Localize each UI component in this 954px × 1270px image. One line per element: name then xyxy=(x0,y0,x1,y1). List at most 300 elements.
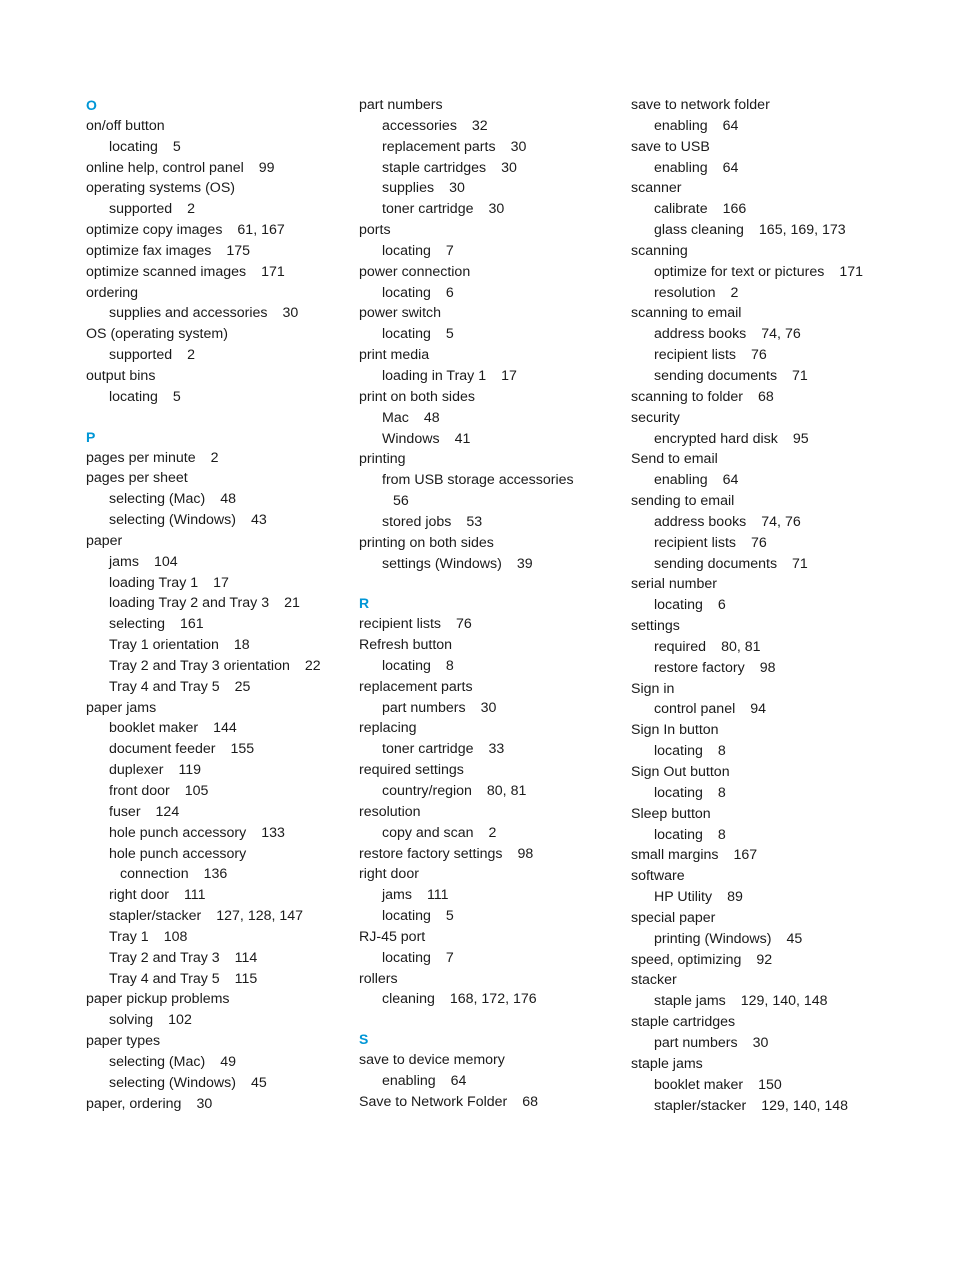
page-reference: 136 xyxy=(203,866,228,883)
page-reference: 133 xyxy=(261,824,285,841)
page-reference: 43 xyxy=(250,512,267,529)
index-subentry xyxy=(631,470,931,491)
index-term: selecting (Mac) xyxy=(109,491,206,508)
index-term: staple cartridges xyxy=(382,159,487,176)
index-continuation xyxy=(86,864,348,885)
index-subentry xyxy=(359,116,621,137)
index-entry xyxy=(359,449,621,470)
index-term: Sign In button xyxy=(631,722,719,739)
index-entry xyxy=(86,178,348,199)
page-reference: 165, 169, 173 xyxy=(758,222,846,239)
index-subentry xyxy=(359,948,621,969)
page-reference: 6 xyxy=(717,597,726,614)
index-term: Tray 4 and Tray 5 xyxy=(109,970,220,987)
index-term: Mac xyxy=(382,409,409,426)
index-subentry xyxy=(631,116,931,137)
index-entry xyxy=(631,950,931,971)
index-subentry xyxy=(631,783,931,804)
index-term: locating xyxy=(654,597,703,614)
page-reference: 30 xyxy=(510,138,527,155)
index-entry xyxy=(631,720,931,741)
index-entry xyxy=(631,908,931,929)
index-term: jams xyxy=(109,553,139,570)
page-reference: 98 xyxy=(517,845,534,862)
index-subentry xyxy=(86,927,348,948)
page-reference: 5 xyxy=(445,908,454,925)
index-subentry xyxy=(86,739,348,760)
page-reference: 18 xyxy=(233,637,250,654)
index-term: restore factory settings xyxy=(359,845,503,862)
index-letter-heading: P xyxy=(86,428,96,445)
index-entry xyxy=(359,718,621,739)
index-term: stapler/stacker xyxy=(654,1097,747,1114)
index-subentry xyxy=(631,554,931,575)
index-term: booklet maker xyxy=(109,720,199,737)
page-reference: 2 xyxy=(187,347,195,364)
index-subentry xyxy=(359,429,621,450)
page-reference: 108 xyxy=(163,928,188,945)
page-reference: 71 xyxy=(792,367,808,384)
page-reference: 102 xyxy=(168,1012,192,1029)
index-subentry xyxy=(86,885,348,906)
page-reference: 129, 140, 148 xyxy=(740,993,828,1010)
index-entry xyxy=(631,616,931,637)
page-reference: 33 xyxy=(488,741,505,758)
index-term: locating xyxy=(654,784,703,801)
index-term: paper pickup problems xyxy=(86,991,230,1008)
index-entry xyxy=(86,158,348,179)
index-term: hole punch accessory xyxy=(109,824,247,841)
index-term: Tray 2 and Tray 3 orientation xyxy=(109,657,290,674)
index-entry xyxy=(631,491,931,512)
index-term: duplexer xyxy=(109,762,164,779)
index-term: locating xyxy=(382,949,431,966)
index-term: right door xyxy=(109,887,169,904)
index-entry xyxy=(631,178,931,199)
index-term: paper jams xyxy=(86,699,157,716)
index-subentry xyxy=(86,760,348,781)
index-subentry xyxy=(631,345,931,366)
index-term: ordering xyxy=(86,284,139,301)
index-entry xyxy=(86,220,348,241)
page-reference: 150 xyxy=(758,1076,782,1093)
page-reference: 111 xyxy=(183,887,206,904)
index-term: scanner xyxy=(631,180,682,197)
index-subentry xyxy=(631,1075,931,1096)
index-subentry xyxy=(631,887,931,908)
page-reference: 30 xyxy=(480,699,497,716)
index-term: selecting (Windows) xyxy=(109,1074,236,1091)
page-reference: 7 xyxy=(445,242,454,259)
page-reference: 5 xyxy=(445,326,454,343)
index-term: encrypted hard disk xyxy=(654,430,778,447)
index-letter-heading: O xyxy=(86,97,97,113)
index-column-2 xyxy=(359,95,621,1113)
index-term: small margins xyxy=(631,847,719,864)
index-entry xyxy=(359,533,621,554)
index-entry xyxy=(86,283,348,304)
index-term: locating xyxy=(109,138,158,155)
page-reference: 76 xyxy=(456,616,472,633)
index-entry xyxy=(86,262,348,283)
index-term: rollers xyxy=(359,970,398,987)
index-term: locating xyxy=(654,743,703,760)
page-reference: 171 xyxy=(261,263,285,280)
index-term: sending to email xyxy=(631,493,735,510)
index-term: Windows xyxy=(382,430,440,447)
index-column-1 xyxy=(86,95,348,1115)
index-subentry xyxy=(86,489,348,510)
index-term: output bins xyxy=(86,367,156,384)
index-term: locating xyxy=(382,284,431,301)
index-term: staple cartridges xyxy=(631,1014,736,1031)
index-term: front door xyxy=(109,783,170,799)
page-reference: 129, 140, 148 xyxy=(761,1097,849,1114)
page-reference: 111 xyxy=(426,887,449,904)
index-subentry xyxy=(631,366,931,387)
page-reference: 48 xyxy=(423,409,440,426)
index-term: 56 xyxy=(393,493,409,510)
index-term: enabling xyxy=(654,117,708,134)
page-reference: 76 xyxy=(751,534,767,551)
index-entry xyxy=(631,408,931,429)
index-term: Tray 4 and Tray 5 xyxy=(109,678,220,695)
index-subentry xyxy=(359,137,621,158)
index-entry xyxy=(359,677,621,698)
index-term: settings (Windows) xyxy=(382,555,502,572)
index-entry xyxy=(631,970,931,991)
index-letter-heading: S xyxy=(359,1031,369,1048)
index-term: security xyxy=(631,409,680,426)
index-term: optimize copy images xyxy=(86,222,223,239)
index-subentry xyxy=(359,698,621,719)
index-entry xyxy=(631,866,931,887)
index-subentry xyxy=(86,969,348,990)
page-reference: 61, 167 xyxy=(237,222,285,239)
index-term: speed, optimizing xyxy=(631,951,742,968)
index-term: optimize scanned images xyxy=(86,263,247,280)
index-subentry xyxy=(359,554,621,575)
index-entry xyxy=(631,241,931,262)
index-term: fuser xyxy=(109,803,141,820)
page-reference: 30 xyxy=(501,159,517,176)
page-reference: 5 xyxy=(172,388,181,405)
index-entry xyxy=(86,324,348,345)
index-term: glass cleaning xyxy=(654,222,744,239)
index-subentry xyxy=(359,366,621,387)
index-term: save to network folder xyxy=(631,97,770,113)
page-reference: 80, 81 xyxy=(486,783,527,799)
index-subentry xyxy=(86,906,348,927)
index-term: RJ-45 port xyxy=(359,928,426,945)
index-subentry xyxy=(631,220,931,241)
index-subentry xyxy=(631,283,931,304)
index-entry xyxy=(631,1012,931,1033)
page-reference: 115 xyxy=(234,970,258,987)
index-term: from USB storage accessories xyxy=(382,472,574,489)
index-term: printing xyxy=(359,451,406,468)
index-term: Sign Out button xyxy=(631,764,730,780)
index-entry xyxy=(359,1050,621,1071)
index-term: solving xyxy=(109,1012,154,1029)
page-reference: 32 xyxy=(471,117,488,134)
index-term: paper, ordering xyxy=(86,1095,182,1112)
index-subentry xyxy=(631,699,931,720)
index-term: locating xyxy=(382,908,431,925)
index-entry xyxy=(631,303,931,324)
page-reference: 45 xyxy=(786,930,803,947)
index-entry xyxy=(631,679,931,700)
index-term: selecting (Mac) xyxy=(109,1053,206,1070)
page-reference: 119 xyxy=(178,762,202,779)
index-term: calibrate xyxy=(654,201,708,218)
index-term: stapler/stacker xyxy=(109,908,202,925)
page-reference: 6 xyxy=(445,284,454,301)
page-reference: 64 xyxy=(450,1072,467,1089)
index-term: recipient lists xyxy=(359,616,442,633)
index-term: scanning to email xyxy=(631,305,742,322)
index-term: connection xyxy=(120,866,189,883)
page-reference: 2 xyxy=(488,824,497,841)
index-term: part numbers xyxy=(382,699,466,716)
index-subentry xyxy=(86,844,348,865)
page-reference: 144 xyxy=(213,720,237,737)
index-subentry xyxy=(86,345,348,366)
index-entry xyxy=(359,802,621,823)
index-term: stacker xyxy=(631,972,677,989)
page-reference: 89 xyxy=(727,889,743,906)
index-term: address books xyxy=(654,513,747,530)
page-reference: 74, 76 xyxy=(761,326,801,343)
index-term: online help, control panel xyxy=(86,159,244,176)
index-entry xyxy=(359,969,621,990)
page-reference: 155 xyxy=(230,741,255,758)
index-entry xyxy=(359,614,621,635)
index-term: resolution xyxy=(359,803,421,820)
index-entry xyxy=(359,927,621,948)
index-subentry xyxy=(86,614,348,635)
index-subentry xyxy=(86,1052,348,1073)
index-term: required settings xyxy=(359,762,464,779)
index-subentry xyxy=(631,741,931,762)
index-term: enabling xyxy=(654,472,708,489)
index-subentry xyxy=(86,677,348,698)
index-entry xyxy=(359,1092,621,1113)
index-term: document feeder xyxy=(109,741,216,758)
index-term: accessories xyxy=(382,117,457,134)
page-reference: 114 xyxy=(234,949,258,966)
page-reference: 161 xyxy=(180,616,204,633)
index-subentry xyxy=(631,929,931,950)
index-term: staple jams xyxy=(654,993,726,1010)
index-entry xyxy=(359,262,621,283)
index-entry xyxy=(86,366,348,387)
index-term: locating xyxy=(382,242,431,259)
page-reference: 30 xyxy=(488,201,505,218)
page-reference: 8 xyxy=(445,657,454,674)
index-term: recipient lists xyxy=(654,347,737,364)
page-reference: 30 xyxy=(449,180,465,197)
index-term: Save to Network Folder xyxy=(359,1093,508,1110)
page-reference: 22 xyxy=(304,657,321,674)
index-term: recipient lists xyxy=(654,534,737,551)
index-subentry xyxy=(86,387,348,408)
page-reference: 124 xyxy=(155,803,180,820)
index-term: hole punch accessory xyxy=(109,845,247,862)
index-term: operating systems (OS) xyxy=(86,180,236,197)
index-term: selecting xyxy=(109,616,165,633)
page-reference: 175 xyxy=(226,242,251,259)
index-subentry xyxy=(631,991,931,1012)
index-subentry xyxy=(631,1033,931,1054)
index-term: enabling xyxy=(654,159,708,176)
index-entry xyxy=(631,574,931,595)
index-term: part numbers xyxy=(654,1034,738,1051)
index-subentry xyxy=(631,637,931,658)
index-letter-heading: R xyxy=(359,595,370,612)
index-subentry xyxy=(86,635,348,656)
index-term: Send to email xyxy=(631,451,718,468)
index-term: power connection xyxy=(359,263,471,280)
page-reference: 30 xyxy=(282,305,299,322)
page-reference: 64 xyxy=(722,159,739,176)
index-entry xyxy=(86,531,348,552)
index-term: save to device memory xyxy=(359,1052,505,1069)
index-entry xyxy=(631,387,931,408)
section-spacer xyxy=(359,574,621,593)
index-subentry xyxy=(86,573,348,594)
index-term: scanning to folder xyxy=(631,388,743,405)
section-spacer xyxy=(86,408,348,427)
index-subentry xyxy=(359,199,621,220)
page-reference: 80, 81 xyxy=(721,638,761,655)
index-term: locating xyxy=(654,826,703,843)
index-term: loading Tray 2 and Tray 3 xyxy=(109,595,270,612)
index-term: selecting (Windows) xyxy=(109,512,236,529)
index-subentry xyxy=(86,802,348,823)
index-subentry xyxy=(86,1010,348,1031)
index-continuation xyxy=(359,491,621,512)
index-entry xyxy=(86,698,348,719)
page-reference: 48 xyxy=(220,491,236,508)
index-entry xyxy=(86,1094,348,1115)
index-term: booklet maker xyxy=(654,1076,744,1093)
page-reference: 45 xyxy=(250,1074,267,1091)
index-subentry xyxy=(359,781,621,802)
index-entry xyxy=(631,137,931,158)
index-subentry xyxy=(86,510,348,531)
page-reference: 8 xyxy=(717,826,726,843)
index-subentry xyxy=(359,178,621,199)
page-reference: 8 xyxy=(717,784,726,801)
page-reference: 92 xyxy=(756,951,773,968)
index-term: restore factory xyxy=(654,659,745,676)
index-subentry xyxy=(359,739,621,760)
page-reference: 64 xyxy=(722,472,739,489)
page-reference: 21 xyxy=(284,595,300,612)
index-entry xyxy=(359,760,621,781)
index-term: control panel xyxy=(654,701,736,718)
index-subentry xyxy=(86,718,348,739)
page-reference: 2 xyxy=(730,284,739,301)
index-term: locating xyxy=(382,326,431,343)
index-subentry xyxy=(359,823,621,844)
index-term: serial number xyxy=(631,576,717,593)
index-term: scanning xyxy=(631,242,688,259)
index-subentry xyxy=(359,408,621,429)
index-term: Refresh button xyxy=(359,637,453,654)
page-reference: 5 xyxy=(172,138,181,155)
index-entry xyxy=(631,1054,931,1075)
index-term: HP Utility xyxy=(654,889,713,906)
index-term: paper xyxy=(86,532,123,549)
index-term: cleaning xyxy=(382,991,435,1008)
page-reference: 30 xyxy=(196,1095,213,1112)
index-subentry xyxy=(631,324,931,345)
index-term: supplies and accessories xyxy=(109,305,268,322)
index-term: settings xyxy=(631,618,680,635)
index-column-3 xyxy=(631,95,931,1116)
page-reference: 41 xyxy=(454,430,471,447)
index-subentry xyxy=(631,825,931,846)
index-term: save to USB xyxy=(631,138,710,155)
index-subentry xyxy=(359,906,621,927)
index-term: stored jobs xyxy=(382,513,452,530)
index-term: special paper xyxy=(631,909,716,926)
index-term: printing (Windows) xyxy=(654,930,772,947)
index-term: loading in Tray 1 xyxy=(382,367,487,384)
index-term: Sign in xyxy=(631,680,675,697)
page-reference: 53 xyxy=(466,513,483,530)
page-reference: 49 xyxy=(220,1053,236,1070)
index-subentry xyxy=(359,470,621,491)
index-term: pages per minute xyxy=(86,449,196,466)
index-subentry xyxy=(86,823,348,844)
index-subentry xyxy=(359,158,621,179)
index-term: optimize for text or pictures xyxy=(654,263,825,280)
page-reference: 168, 172, 176 xyxy=(449,991,537,1008)
index-term: loading Tray 1 xyxy=(109,574,199,591)
index-term: Sleep button xyxy=(631,805,711,822)
index-term: print on both sides xyxy=(359,388,475,405)
index-entry xyxy=(359,220,621,241)
index-subentry xyxy=(86,593,348,614)
index-term: pages per sheet xyxy=(86,470,188,487)
index-term: required xyxy=(654,638,707,655)
page-reference: 68 xyxy=(522,1093,539,1110)
page-reference: 17 xyxy=(213,574,229,591)
index-term: replacement parts xyxy=(359,678,473,695)
index-term: address books xyxy=(654,326,747,343)
index-term: printing on both sides xyxy=(359,534,494,551)
page-reference: 166 xyxy=(722,201,747,218)
index-term: OS (operating system) xyxy=(86,326,228,343)
index-entry xyxy=(631,95,931,116)
page-reference: 8 xyxy=(717,743,726,760)
page-reference: 64 xyxy=(722,117,739,134)
index-term: on/off button xyxy=(86,117,165,134)
index-subentry xyxy=(631,262,931,283)
index-term: supported xyxy=(109,201,173,218)
index-subentry xyxy=(359,989,621,1010)
index-subentry xyxy=(86,137,348,158)
page-reference: 30 xyxy=(752,1034,769,1051)
index-subentry xyxy=(359,512,621,533)
index-term: enabling xyxy=(382,1072,436,1089)
index-term: software xyxy=(631,868,685,885)
index-subentry xyxy=(86,199,348,220)
page-reference: 104 xyxy=(153,553,178,570)
